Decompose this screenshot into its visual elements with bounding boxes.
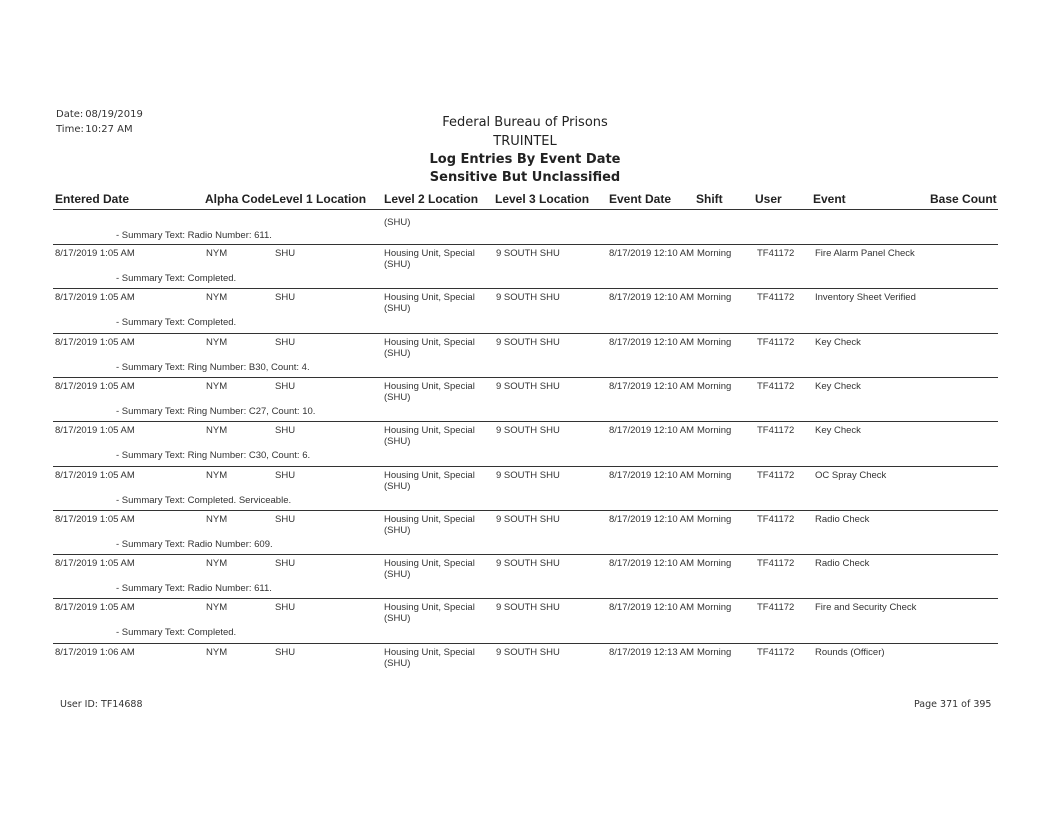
summary-text: - Summary Text: Completed. (116, 317, 237, 329)
event-date-cell: 8/17/2019 12:10 AM (609, 336, 695, 348)
system-title: TRUINTEL (493, 134, 557, 149)
row-divider (53, 598, 998, 599)
entered-date-cell: 8/17/2019 1:05 AM (55, 380, 135, 392)
level3-cell: 9 SOUTH SHU (496, 558, 560, 570)
entered-date-cell: 8/17/2019 1:05 AM (55, 602, 135, 614)
shift-cell: Morning (697, 380, 732, 392)
user-cell: TF41172 (757, 646, 795, 658)
report-time (56, 124, 133, 135)
event-date-cell: 8/17/2019 12:10 AM (609, 602, 695, 614)
level1-cell: SHU (275, 292, 296, 304)
level1-cell: SHU (275, 513, 296, 525)
alpha-code-cell: NYM (206, 292, 228, 304)
time-label: Time: (56, 124, 84, 135)
col-level2-location: Level 2 Location (384, 192, 479, 206)
row-divider (53, 466, 998, 467)
level2-cell: Housing Unit, Special (SHU) (384, 380, 475, 403)
level1-cell: SHU (275, 646, 296, 658)
summary-text: - Summary Text: Ring Number: C30, Count: 6. (116, 450, 311, 462)
entered-date-cell: 8/17/2019 1:05 AM (55, 292, 135, 304)
level2-cell: Housing Unit, Special (SHU) (384, 602, 475, 625)
row-divider (53, 244, 998, 245)
entered-date-cell: 8/17/2019 1:05 AM (55, 248, 135, 259)
event-cell: OC Spray Check (815, 469, 887, 481)
level3-cell: 9 SOUTH SHU (496, 646, 560, 658)
shift-cell: Morning (697, 513, 732, 525)
alpha-code-cell: NYM (206, 425, 228, 437)
level2-cell: Housing Unit, Special (SHU) (384, 292, 475, 315)
col-user: User (755, 192, 782, 206)
col-alpha-code: Alpha Code (205, 192, 272, 206)
shift-cell: Morning (697, 292, 732, 304)
alpha-code-cell: NYM (206, 380, 228, 392)
event-cell: Key Check (815, 336, 861, 348)
entered-date-cell: 8/17/2019 1:05 AM (55, 425, 135, 437)
classification-label: Sensitive But Unclassified (429, 170, 621, 185)
date-value: 08/19/2019 (85, 109, 143, 120)
event-date-cell: 8/17/2019 12:10 AM (609, 513, 695, 525)
shift-cell: Morning (697, 425, 732, 437)
footer-user-id: User ID: TF14688 (60, 699, 143, 710)
col-event: Event (813, 192, 846, 206)
summary-text: - Summary Text: Completed. (116, 627, 237, 639)
shift-cell: Morning (697, 646, 732, 658)
row-divider (53, 421, 998, 422)
alpha-code-cell: NYM (206, 248, 228, 259)
user-cell: TF41172 (757, 469, 795, 481)
row-divider (53, 333, 998, 334)
alpha-code-cell: NYM (206, 602, 228, 614)
level3-cell: 9 SOUTH SHU (496, 336, 560, 348)
user-cell: TF41172 (757, 336, 795, 348)
event-date-cell: 8/17/2019 12:10 AM (609, 248, 695, 259)
footer-page-number: Page 371 of 395 (914, 699, 992, 710)
level2-cell: Housing Unit, Special (SHU) (384, 513, 475, 536)
date-label: Date: (56, 109, 84, 120)
col-level3-location: Level 3 Location (495, 192, 590, 206)
summary-text: - Summary Text: Ring Number: C27, Count: 10. (116, 405, 316, 417)
event-cell: Radio Check (815, 558, 870, 570)
row-divider (53, 643, 998, 644)
col-event-date: Event Date (609, 192, 672, 206)
event-cell: Rounds (Officer) (815, 646, 885, 658)
agency-title: Federal Bureau of Prisons (442, 115, 608, 130)
user-cell: TF41172 (757, 425, 795, 437)
report-title: Log Entries By Event Date (429, 152, 621, 167)
summary-text: - Summary Text: Radio Number: 609. (116, 538, 273, 550)
event-cell: Radio Check (815, 513, 870, 525)
level1-cell: SHU (275, 558, 296, 570)
level1-cell: SHU (275, 425, 296, 437)
event-date-cell: 8/17/2019 12:10 AM (609, 292, 695, 304)
level1-cell: SHU (275, 336, 296, 348)
level3-cell: 9 SOUTH SHU (496, 380, 560, 392)
user-cell: TF41172 (757, 380, 795, 392)
col-entered-date: Entered Date (55, 192, 130, 206)
carryover-level2: (SHU) (384, 217, 411, 228)
summary-text: - Summary Text: Radio Number: 611. (116, 583, 272, 595)
col-level1-location: Level 1 Location (272, 192, 367, 206)
level1-cell: SHU (275, 248, 296, 259)
level2-cell: Housing Unit, Special (SHU) (384, 336, 475, 359)
summary-text: - Summary Text: Ring Number: B30, Count: 4. (116, 361, 310, 373)
event-cell: Key Check (815, 425, 861, 437)
event-date-cell: 8/17/2019 12:10 AM (609, 469, 695, 481)
row-divider (53, 554, 998, 555)
shift-cell: Morning (697, 469, 732, 481)
level3-cell: 9 SOUTH SHU (496, 248, 560, 259)
event-cell: Inventory Sheet Verified (815, 292, 916, 304)
shift-cell: Morning (697, 248, 732, 259)
entered-date-cell: 8/17/2019 1:05 AM (55, 558, 135, 570)
header-rule (53, 209, 998, 210)
entered-date-cell: 8/17/2019 1:06 AM (55, 646, 135, 658)
level3-cell: 9 SOUTH SHU (496, 425, 560, 437)
row-divider (53, 288, 998, 289)
user-cell: TF41172 (757, 513, 795, 525)
level2-cell: Housing Unit, Special (SHU) (384, 248, 475, 270)
event-cell: Fire and Security Check (815, 602, 917, 614)
level3-cell: 9 SOUTH SHU (496, 602, 560, 614)
level2-cell: Housing Unit, Special (SHU) (384, 558, 475, 581)
shift-cell: Morning (697, 558, 732, 570)
carryover-summary: - Summary Text: Radio Number: 611. (116, 230, 272, 241)
entered-date-cell: 8/17/2019 1:05 AM (55, 469, 135, 481)
level3-cell: 9 SOUTH SHU (496, 513, 560, 525)
level3-cell: 9 SOUTH SHU (496, 292, 560, 304)
row-divider (53, 510, 998, 511)
entered-date-cell: 8/17/2019 1:05 AM (55, 513, 135, 525)
col-shift: Shift (696, 192, 723, 206)
shift-cell: Morning (697, 336, 732, 348)
level3-cell: 9 SOUTH SHU (496, 469, 560, 481)
col-base-count: Base Count (930, 192, 997, 206)
event-date-cell: 8/17/2019 12:13 AM (609, 646, 695, 658)
level2-cell: Housing Unit, Special (SHU) (384, 646, 475, 669)
level2-cell: Housing Unit, Special (SHU) (384, 425, 475, 448)
user-cell: TF41172 (757, 292, 795, 304)
user-cell: TF41172 (757, 558, 795, 570)
alpha-code-cell: NYM (206, 513, 228, 525)
alpha-code-cell: NYM (206, 336, 228, 348)
alpha-code-cell: NYM (206, 469, 228, 481)
level2-cell: Housing Unit, Special (SHU) (384, 469, 475, 492)
entered-date-cell: 8/17/2019 1:05 AM (55, 336, 135, 348)
row-divider (53, 377, 998, 378)
summary-text: - Summary Text: Completed. Serviceable. (116, 494, 292, 506)
event-date-cell: 8/17/2019 12:10 AM (609, 380, 695, 392)
user-cell: TF41172 (757, 602, 795, 614)
summary-text: - Summary Text: Completed. (116, 273, 237, 284)
shift-cell: Morning (697, 602, 732, 614)
event-date-cell: 8/17/2019 12:10 AM (609, 425, 695, 437)
time-value: 10:27 AM (85, 124, 133, 135)
user-cell: TF41172 (757, 248, 795, 259)
event-date-cell: 8/17/2019 12:10 AM (609, 558, 695, 570)
event-cell: Fire Alarm Panel Check (815, 248, 915, 259)
level1-cell: SHU (275, 602, 296, 614)
alpha-code-cell: NYM (206, 558, 228, 570)
level1-cell: SHU (275, 380, 296, 392)
event-cell: Key Check (815, 380, 861, 392)
alpha-code-cell: NYM (206, 646, 228, 658)
report-date (56, 109, 143, 120)
level1-cell: SHU (275, 469, 296, 481)
